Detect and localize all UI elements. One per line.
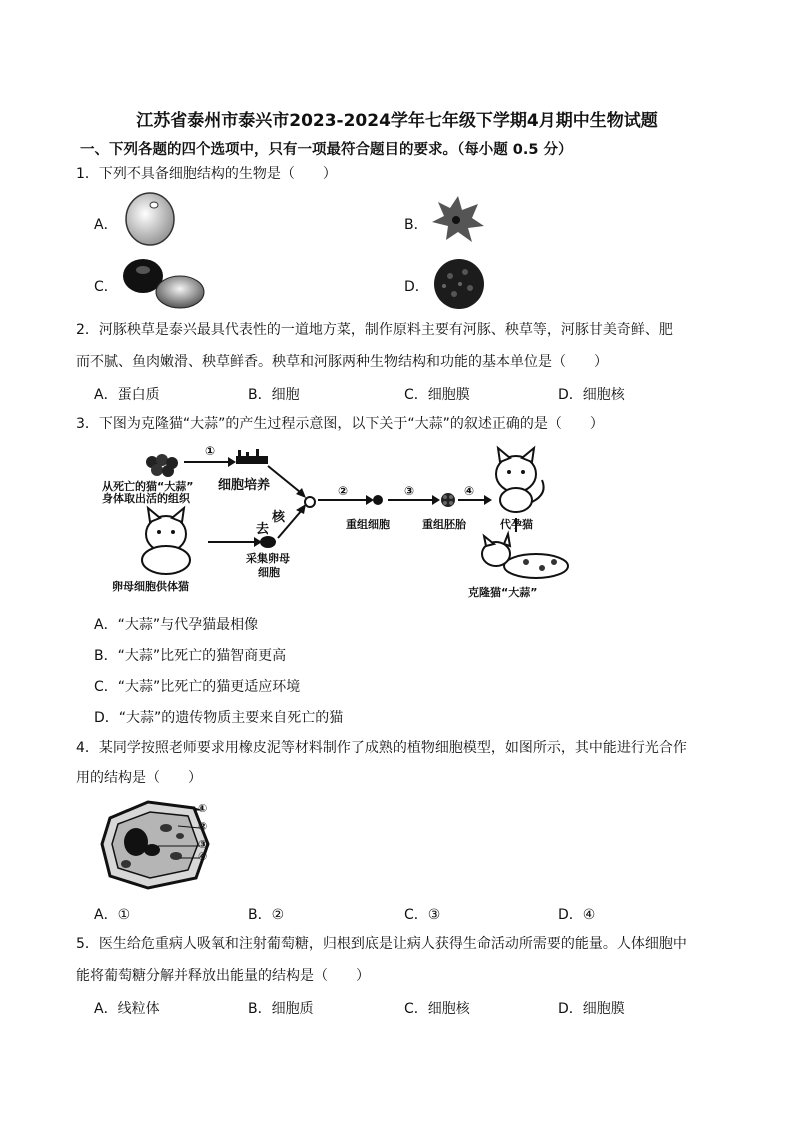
nucleus-label: 核 xyxy=(272,510,286,525)
step-1-marker: ① xyxy=(205,444,216,458)
question-1-stem: 1．下列不具备细胞结构的生物是（ ） xyxy=(76,166,337,182)
q3-option-b[interactable]: B．“大蒜”比死亡的猫智商更高 xyxy=(94,648,287,664)
q1-option-d-label[interactable]: D． xyxy=(404,279,429,295)
q3-option-c[interactable]: C．“大蒜”比死亡的猫更适应环境 xyxy=(94,679,301,695)
q2-option-d[interactable]: D．细胞核 xyxy=(558,387,625,403)
q5-option-d[interactable]: D．细胞膜 xyxy=(558,1001,625,1017)
recombined-cell-label: 重组细胞 xyxy=(346,518,390,531)
tissue-label-2: 身体取出活的组织 xyxy=(102,492,190,505)
collect-label-2: 细胞 xyxy=(258,566,280,579)
tissue-sample-icon xyxy=(146,454,178,477)
q1-option-a-label[interactable]: A． xyxy=(94,217,118,233)
question-2-stem-line2: 而不腻、鱼肉嫩滑、秧草鲜香。秧草和河豚两种生物结构和功能的基本单位是（ ） xyxy=(76,354,608,370)
surrogate-cat-label: 代孕猫 xyxy=(500,518,533,531)
question-3-stem: 3．下图为克隆猫“大蒜”的产生过程示意图，以下关于“大蒜”的叙述正确的是（ ） xyxy=(76,416,604,432)
question-5-stem-line1: 5．医生给危重病人吸氧和注射葡萄糖，归根到底是让病人获得生命活动所需要的能量。人体细胞中 xyxy=(76,936,687,952)
collect-label-1: 采集卵母 xyxy=(246,552,290,565)
cell-marker-2: ② xyxy=(198,820,208,833)
section-heading: 一、下列各题的四个选项中，只有一项最符合题目的要求。（每小题 0.5 分） xyxy=(80,142,573,158)
q2-option-b[interactable]: B．细胞 xyxy=(248,387,300,403)
tissue-label-1: 从死亡的猫“大蒜” xyxy=(102,480,194,493)
q2-option-a[interactable]: A．蛋白质 xyxy=(94,387,160,403)
question-5-stem-line2: 能将葡萄糖分解并释放出能量的结构是（ ） xyxy=(76,968,370,984)
question-2-stem-line1: 2．河豚秧草是泰兴最具代表性的一道地方菜，制作原料主要有河豚、秧草等，河豚甘美奇鲜、肥 xyxy=(76,322,673,338)
q3-option-d[interactable]: D．“大蒜”的遗传物质主要来自死亡的猫 xyxy=(94,710,344,726)
q1-option-b-image xyxy=(428,192,486,244)
recombined-embryo-label: 重组胚胎 xyxy=(422,518,466,531)
donor-cat-label: 卵母细胞供体猫 xyxy=(112,580,189,593)
q1-option-a-image xyxy=(120,190,180,248)
culture-dish-icon xyxy=(236,449,268,464)
q4-option-b[interactable]: B．② xyxy=(248,907,285,923)
q4-option-c[interactable]: C．③ xyxy=(404,907,441,923)
q1-option-b-label[interactable]: B． xyxy=(404,217,428,233)
step-4-marker: ④ xyxy=(464,484,475,498)
cell-culture-label: 细胞培养 xyxy=(218,478,271,493)
embryo-icon xyxy=(441,493,455,507)
page-title: 江苏省泰州市泰兴市2023-2024学年七年级下学期4月期中生物试题 xyxy=(136,111,658,131)
step-3-marker: ③ xyxy=(404,484,415,498)
clone-cat-label: 克隆猫“大蒜” xyxy=(468,586,538,599)
step-2-marker: ② xyxy=(338,484,349,498)
q1-option-c-image xyxy=(118,254,210,312)
q4-option-a[interactable]: A．① xyxy=(94,907,131,923)
q5-option-a[interactable]: A．线粒体 xyxy=(94,1001,160,1017)
q1-option-c-label[interactable]: C． xyxy=(94,279,118,295)
remove-label: 去 xyxy=(256,522,270,537)
q5-option-b[interactable]: B．细胞质 xyxy=(248,1001,314,1017)
q2-option-c[interactable]: C．细胞膜 xyxy=(404,387,470,403)
q4-option-d[interactable]: D．④ xyxy=(558,907,596,923)
question-4-stem-line1: 4．某同学按照老师要求用橡皮泥等材料制作了成熟的植物细胞模型，如图所示，其中能进行光合作 xyxy=(76,740,687,756)
q3-option-a[interactable]: A．“大蒜”与代孕猫最相像 xyxy=(94,617,259,633)
cell-marker-4: ④ xyxy=(198,850,208,863)
donor-cat-icon xyxy=(142,508,190,574)
clone-cat-icon xyxy=(482,534,568,578)
q5-option-c[interactable]: C．细胞核 xyxy=(404,1001,470,1017)
cloning-diagram xyxy=(96,444,586,604)
cell-marker-3: ③ xyxy=(198,838,208,851)
surrogate-cat-icon xyxy=(496,448,544,512)
question-4-stem-line2: 用的结构是（ ） xyxy=(76,770,202,786)
q1-option-d-image xyxy=(430,256,488,312)
cell-marker-1: ① xyxy=(198,802,208,815)
